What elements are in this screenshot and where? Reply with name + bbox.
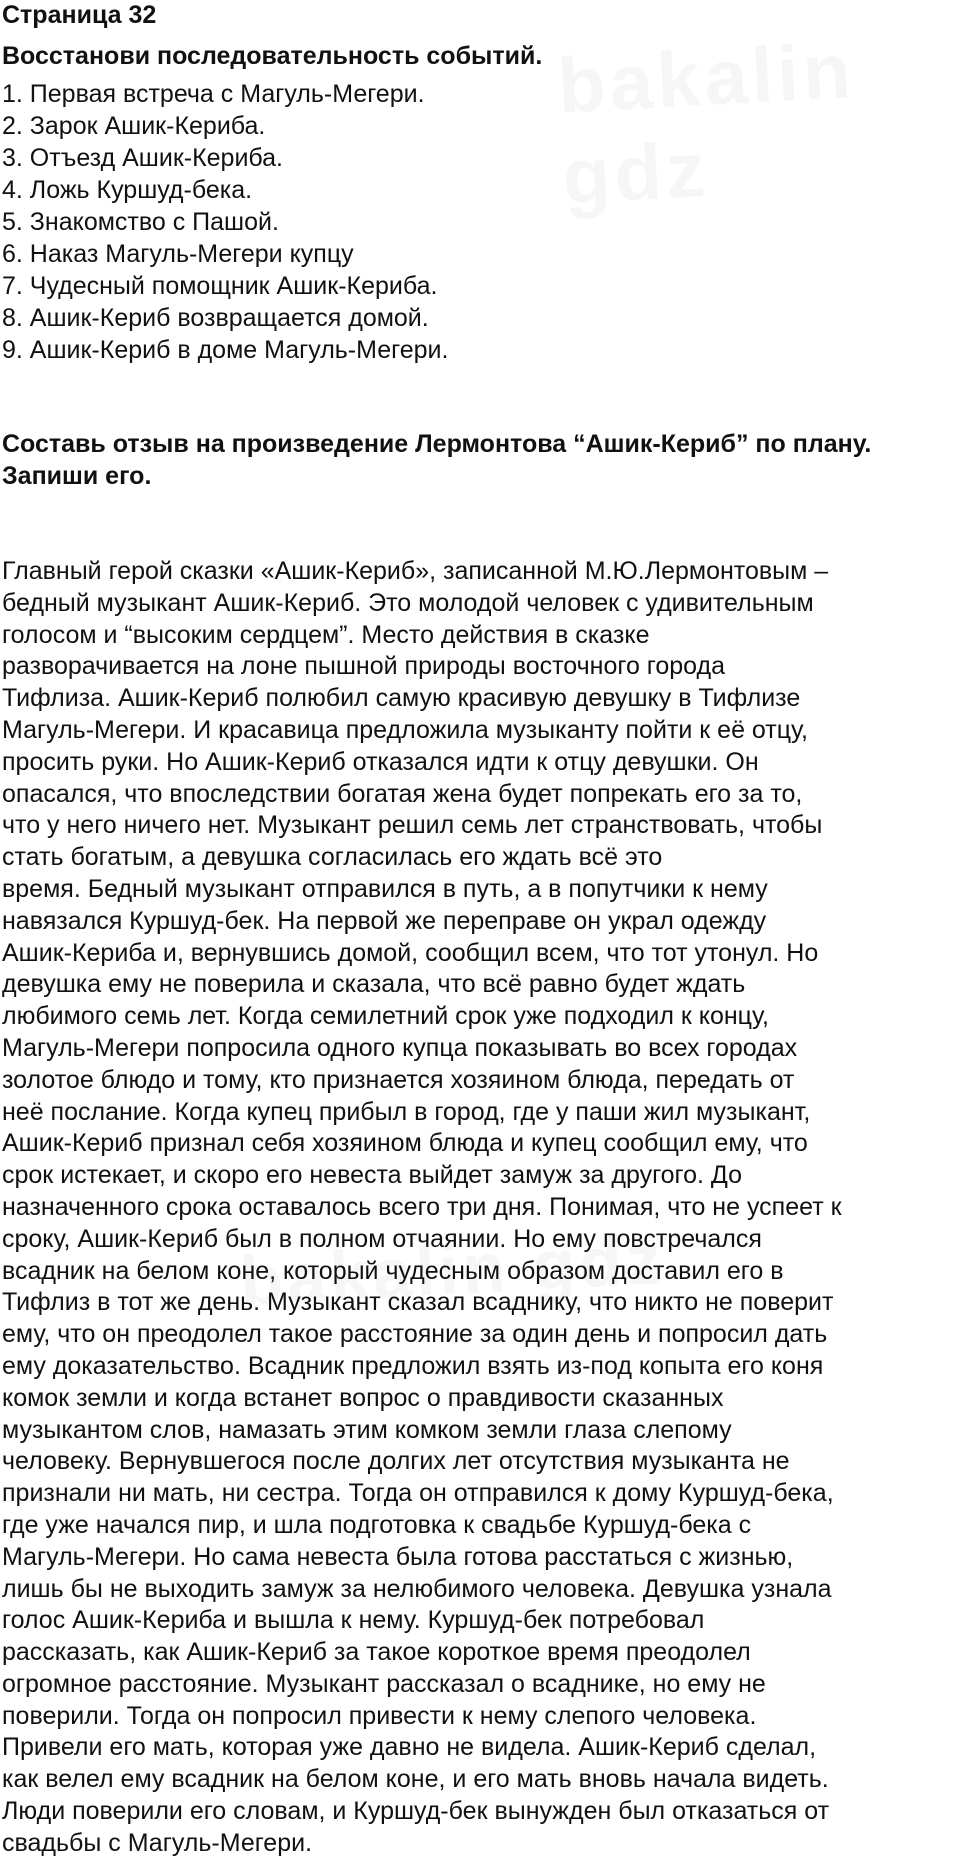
- task1-heading: Восстанови последовательность событий.: [2, 42, 543, 70]
- event-item: 9. Ашик-Кериб в доме Магуль-Мегери.: [2, 336, 449, 364]
- task2-heading: Составь отзыв на произведение Лермонтова “Ашик-Кериб” по плану. Запиши его.: [2, 430, 872, 490]
- event-item: 2. Зарок Ашик-Кериба.: [2, 112, 266, 140]
- event-item: 6. Наказ Магуль-Мегери купцу: [2, 240, 354, 268]
- events-list: [2, 78, 960, 366]
- content: [2, 0, 960, 1860]
- event-item: 5. Знакомство с Пашой.: [2, 208, 279, 236]
- event-item: 7. Чудесный помощник Ашик-Кериба.: [2, 272, 438, 300]
- event-item: 3. Отъезд Ашик-Кериба.: [2, 144, 284, 172]
- review-text: Главный герой сказки «Ашик-Кериб», записанной М.Ю.Лермонтовым – бедный музыкант Ашик-Кериб. Это молодой человек с удивительным голосом и “высоким сердцем”. Место действия в сказке разворачивается на лоне пышной природы восточного города Тифлиза. Ашик-Кериб полюбил самую красивую девушку в Тифлизе Магуль-Мегери. И красавица предложила музыканту пойти к её отцу, просить руки. Но Ашик-Кериб отказался идти к отцу девушки. Он опасался, что впоследствии богатая жена будет попрекать его за то, что у него ничего нет. Музыкант решил семь лет странствовать, чтобы стать богатым, а девушка согласилась его ждать всё это время. Бедный музыкант отправился в путь, а в попутчики к нему навязался Куршуд-бек. На первой же переправе он украл одежду Ашик-Кериба и, вернувшись домой, сообщил всем, что тот утонул. Но девушка ему не поверила и сказала, что всё равно будет ждать любимого семь лет. Когда семилетний срок уже подходил к концу, Магуль-Мегери попросила одного купца показывать во всех городах золотое блюдо и тому, кто признается хозяином блюда, передать от неё послание. Когда купец прибыл в город, где у паши жил музыкант, Ашик-Кериб признал себя хозяином блюда и купец сообщил ему, что срок истекает, и скоро его невеста выйдет замуж за другого. До назначенного срока оставалось всего три дня. Понимая, что не успеет к сроку, Ашик-Кериб был в полном отчаянии. Но ему повстречался всадник на белом коне, который чудесным образом доставил его в Тифлиз в тот же день. Музыкант сказал всаднику, что никто не поверит ему, что он преодолел такое расстояние за один день и попросил дать ему доказательство. Всадник предложил взять из-под копыта его коня комок земли и когда встанет вопрос о правдивости сказанных музыкантом слов, намазать этим комком земли глаза слепому человеку. Вернувшегося после долгих лет отсутствия музыканта не признали ни мать, ни сестра. Тогда он отправился к дому Куршуд-бека, где уже начался пир, и шла подготовка к свадьбе Куршуд-бека с Магуль-Мегери. Но сама невеста была готова расстаться с жизнью, лишь бы не выходить замуж за нелюбимого человека. Девушка узнала голос Ашик-Кериба и вышла к нему. Куршуд-бек потребовал рассказать, как Ашик-Кериб за такое короткое время преодолел огромное расстояние. Музыкант рассказал о всаднике, но ему не поверили. Тогда он попросил привести к нему слепого человека. Привели его мать, которая уже давно не видела. Ашик-Кериб сделал, как велел ему всадник на белом коне, и его мать вновь начала видеть. Люди поверили его словам, и Куршуд-бек вынужден был отказаться от свадьбы с Магуль-Мегери.: [2, 557, 842, 1857]
- event-item: 1. Первая встреча с Магуль-Мегери.: [2, 80, 425, 108]
- event-item: 8. Ашик-Кериб возвращается домой.: [2, 304, 429, 332]
- page-title: Страница 32: [2, 1, 157, 29]
- event-item: 4. Ложь Куршуд-бека.: [2, 176, 253, 204]
